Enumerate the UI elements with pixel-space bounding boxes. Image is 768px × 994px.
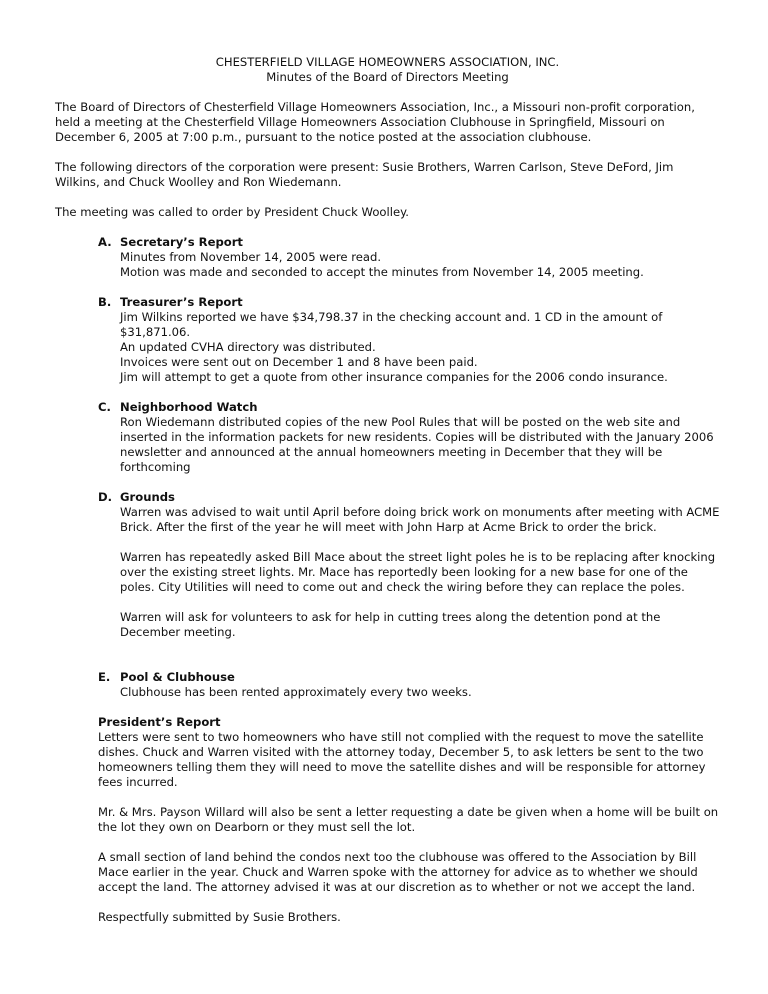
org-name: CHESTERFIELD VILLAGE HOMEOWNERS ASSOCIATION, INC. — [215, 55, 560, 69]
section-line: Motion was made and seconded to accept the minutes from November 14, 2005 meeting. — [120, 265, 644, 279]
section-neighborhood-watch — [55, 400, 720, 475]
section-treasurer-report — [55, 295, 720, 385]
section-title: Grounds — [120, 490, 175, 504]
minutes-document — [55, 55, 720, 925]
intro-paragraph: The Board of Directors of Chesterfield Village Homeowners Association, Inc., a Missouri non-profit corporation, held a meeting at the Chesterfield Village Homeowners Association Clubhouse in Springfield, Missouri on December 6, 2005 at 7:00 p.m., pursuant to the notice posted at the association clubhouse. — [55, 100, 695, 144]
president-report-text: A small section of land behind the condos next too the clubhouse was offered to the Association by Bill Mace earlier in the year. Chuck and Warren spoke with the attorney for advice as to whether we should accept the land. The attorney advised it was at our discretion as to whether or not we accept the land. — [98, 850, 698, 894]
section-letter: B. — [98, 295, 112, 309]
president-report — [55, 715, 720, 925]
section-text: Warren will ask for volunteers to ask for help in cutting trees along the detention pond at the December meeting. — [120, 610, 661, 639]
section-title: Treasurer’s Report — [120, 295, 243, 309]
closing-signature: Respectfully submitted by Susie Brothers. — [98, 910, 341, 924]
section-line: Minutes from November 14, 2005 were read. — [120, 250, 382, 264]
section-grounds — [55, 490, 720, 640]
section-line: Jim will attempt to get a quote from other insurance companies for the 2006 condo insurance. — [120, 370, 668, 384]
section-pool-clubhouse — [55, 670, 720, 700]
section-title: Neighborhood Watch — [120, 400, 258, 414]
attendance-paragraph: The following directors of the corporation were present: Susie Brothers, Warren Carlson, Steve DeFord, Jim Wilkins, and Chuck Woolley and Ron Wiedemann. — [55, 160, 674, 189]
section-text: Warren was advised to wait until April before doing brick work on monuments after meeting with ACME Brick. After the first of the year he will meet with John Harp at Acme Brick to order the brick. — [120, 505, 720, 534]
section-line: Jim Wilkins reported we have $34,798.37 in the checking account and. 1 CD in the amount of $31,871.06. — [120, 310, 663, 339]
president-report-text: Mr. & Mrs. Payson Willard will also be sent a letter requesting a date be given when a home will be built on the lot they own on Dearborn or they must sell the lot. — [98, 805, 719, 834]
document-title: Minutes of the Board of Directors Meeting — [266, 70, 509, 84]
president-report-title: President’s Report — [98, 715, 221, 729]
call-to-order-paragraph: The meeting was called to order by President Chuck Woolley. — [55, 205, 409, 219]
section-line: An updated CVHA directory was distributed. — [120, 340, 376, 354]
section-letter: D. — [98, 490, 113, 504]
president-report-text: Letters were sent to two homeowners who have still not complied with the request to move the satellite dishes. Chuck and Warren visited with the attorney today, December 5, to ask letters be sent to the two homeowners telling them they will need to move the satellite dishes and will be responsible for attorney fees incurred. — [98, 730, 706, 789]
section-text: Clubhouse has been rented approximately every two weeks. — [120, 685, 472, 699]
section-title: Secretary’s Report — [120, 235, 243, 249]
section-secretary-report — [55, 235, 720, 280]
section-text: Ron Wiedemann distributed copies of the new Pool Rules that will be posted on the web site and inserted in the information packets for new residents. Copies will be distributed with the January 2006 newsletter and announced at the annual homeowners meeting in December that they will be forthcoming — [120, 415, 714, 474]
section-title: Pool & Clubhouse — [120, 670, 235, 684]
section-letter: A. — [98, 235, 112, 249]
section-text: Warren has repeatedly asked Bill Mace about the street light poles he is to be replacing after knocking over the existing street lights. Mr. Mace has reportedly been looking for a new base for one of the poles. City Utilities will need to come out and check the wiring before they can replace the poles. — [120, 550, 716, 594]
section-letter: C. — [98, 400, 111, 414]
section-line: Invoices were sent out on December 1 and 8 have been paid. — [120, 355, 478, 369]
section-letter: E. — [98, 670, 111, 684]
